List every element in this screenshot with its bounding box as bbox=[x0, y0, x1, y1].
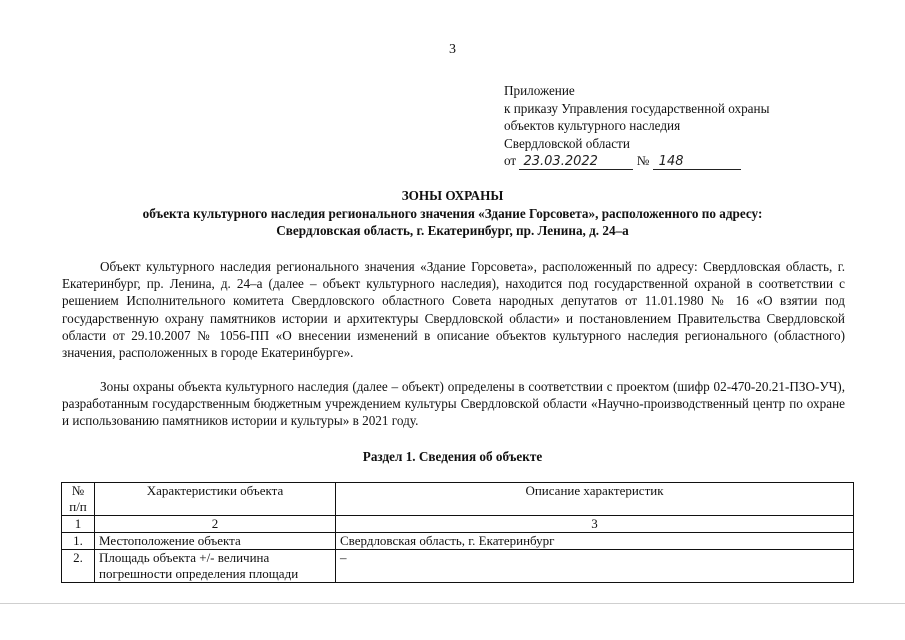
document-title bbox=[60, 187, 845, 240]
annex-line-3: объектов культурного наследия bbox=[504, 118, 681, 133]
title-line-2: объекта культурного наследия регионального значения «Здание Горсовета», расположенного по адресу: bbox=[142, 205, 763, 221]
index-cell: 2 bbox=[95, 516, 336, 533]
row-num: 1. bbox=[62, 533, 95, 550]
row-characteristic: Местоположение объекта bbox=[95, 533, 336, 550]
paragraph-1: Объект культурного наследия регионального значения «Здание Горсовета», расположенный по адресу: Свердловская область, г. Екатеринбург, пр. Ленина, д. 24–а (далее – объект культурного наследия), находится под государственной охраной в соответствии с решением Исполнительного комитета Свердловского областного Совета народных депутатов от 11.01.1980 № 16 «О взятии под государственную охрану памятников истории и архитектуры Свердловской области» и постановлением Правительства Свердловской области от 29.10.2007 № 1056-ПП «О внесении изменений в описание объектов культурного наследия регионального (областного) значения, расположенных в городе Екатеринбурге». bbox=[62, 259, 845, 361]
date-prefix: от bbox=[504, 153, 517, 168]
table-row bbox=[62, 533, 854, 550]
row-description: Свердловская область, г. Екатеринбург bbox=[336, 533, 854, 550]
header-description: Описание характеристик bbox=[336, 483, 854, 516]
title-line-1: ЗОНЫ ОХРАНЫ bbox=[401, 188, 504, 203]
row-description: – bbox=[336, 550, 854, 583]
annex-line-1: Приложение bbox=[504, 83, 575, 98]
header-characteristic: Характеристики объекта bbox=[95, 483, 336, 516]
table-index-row bbox=[62, 516, 854, 533]
paragraph-2: Зоны охраны объекта культурного наследия (далее – объект) определены в соответствии с проектом (шифр 02-470-20.21-ПЗО-УЧ), разработанным государственным бюджетным учреждением культуры Свердловской области «Научно-производственный центр по охране и использованию памятников истории и культуры» в 2021 году. bbox=[62, 379, 845, 429]
handwritten-date: 23.03.2022 bbox=[519, 154, 633, 170]
handwritten-number: 148 bbox=[653, 154, 741, 170]
table-header-row bbox=[62, 483, 854, 516]
number-prefix: № bbox=[636, 153, 650, 168]
title-line-3: Свердловская область, г. Екатеринбург, пр. Ленина, д. 24–а bbox=[276, 223, 629, 238]
row-num: 2. bbox=[62, 550, 95, 583]
page-number: 3 bbox=[449, 42, 456, 57]
annex-line-4: Свердловской области bbox=[504, 135, 630, 151]
page-bottom-divider bbox=[0, 603, 905, 604]
index-cell: 1 bbox=[62, 516, 95, 533]
characteristics-table bbox=[61, 482, 854, 583]
section-title: Раздел 1. Сведения об объекте bbox=[362, 449, 543, 464]
annex-date-line bbox=[504, 152, 769, 170]
table-row bbox=[62, 550, 854, 583]
row-characteristic: Площадь объекта +/- величина погрешности определения площади bbox=[95, 550, 336, 583]
annex-block bbox=[504, 82, 769, 170]
index-cell: 3 bbox=[336, 516, 854, 533]
annex-line-2: к приказу Управления государственной охраны bbox=[504, 100, 770, 116]
header-num: № п/п bbox=[62, 483, 95, 516]
